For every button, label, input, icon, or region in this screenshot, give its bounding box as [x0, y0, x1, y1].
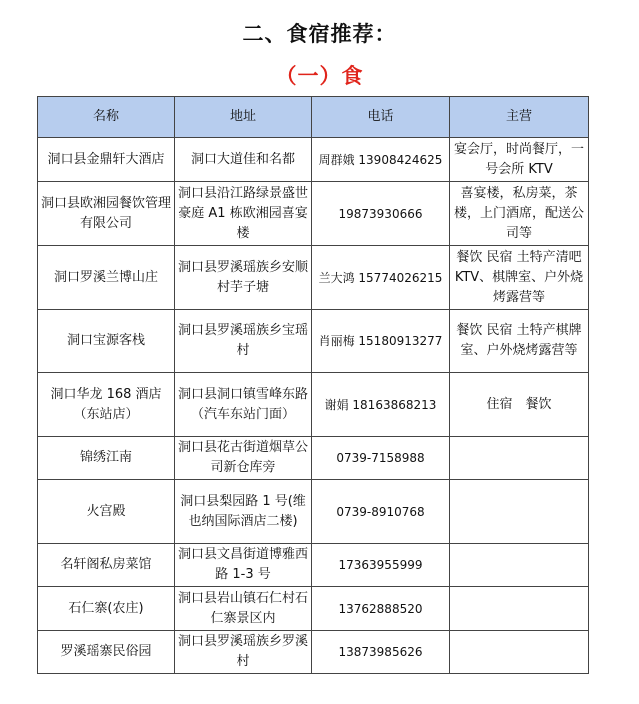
cell-business — [450, 587, 589, 631]
table-row — [38, 138, 589, 182]
cell-phone: 17363955999 — [312, 544, 450, 587]
table-row — [38, 182, 589, 246]
cell-business — [450, 437, 589, 480]
cell-business: 餐饮 民宿 土特产清吧 KTV、棋牌室、户外烧烤露营等 — [450, 246, 589, 310]
table-row — [38, 437, 589, 480]
cell-business — [450, 631, 589, 674]
cell-name: 锦绣江南 — [38, 437, 175, 480]
cell-address: 洞口县罗溪瑶族乡罗溪村 — [175, 631, 312, 674]
cell-address: 洞口大道佳和名都 — [175, 138, 312, 182]
cell-phone: 13762888520 — [312, 587, 450, 631]
cell-name: 洞口宝源客栈 — [38, 310, 175, 373]
cell-business: 餐饮 民宿 土特产棋牌室、户外烧烤露营等 — [450, 310, 589, 373]
cell-phone: 0739-8910768 — [312, 480, 450, 544]
table-row — [38, 631, 589, 674]
cell-phone: 肖丽梅 15180913277 — [312, 310, 450, 373]
cell-address: 洞口县罗溪瑶族乡宝瑶村 — [175, 310, 312, 373]
header-phone: 电话 — [312, 97, 450, 138]
cell-phone: 19873930666 — [312, 182, 450, 246]
table-row — [38, 544, 589, 587]
cell-phone: 谢娟 18163868213 — [312, 373, 450, 437]
section-heading: 二、食宿推荐： — [242, 22, 397, 46]
table-row — [38, 480, 589, 544]
table-row — [38, 587, 589, 631]
restaurant-table — [37, 96, 589, 674]
cell-name: 洞口罗溪兰博山庄 — [38, 246, 175, 310]
table-row — [38, 310, 589, 373]
cell-address: 洞口县洞口镇雪峰东路（汽车东站门面） — [175, 373, 312, 437]
cell-name: 石仁寨(农庄) — [38, 587, 175, 631]
cell-address: 洞口县沿江路绿景盛世豪庭 A1 栋欧湘园喜宴楼 — [175, 182, 312, 246]
cell-phone: 0739-7158988 — [312, 437, 450, 480]
cell-business — [450, 544, 589, 587]
cell-name: 火宫殿 — [38, 480, 175, 544]
cell-business: 宴会厅，时尚餐厅，一号会所 KTV — [450, 138, 589, 182]
cell-phone: 兰大鸿 15774026215 — [312, 246, 450, 310]
cell-business: 喜宴楼，私房菜，茶楼，上门酒席，配送公司等 — [450, 182, 589, 246]
cell-address: 洞口县文昌街道博雅西路 1-3 号 — [175, 544, 312, 587]
cell-name: 洞口县欧湘园餐饮管理有限公司 — [38, 182, 175, 246]
cell-phone: 周群娥 13908424625 — [312, 138, 450, 182]
cell-address: 洞口县罗溪瑶族乡安顺村芋子塘 — [175, 246, 312, 310]
cell-name: 罗溪瑶寨民俗园 — [38, 631, 175, 674]
table-row — [38, 373, 589, 437]
cell-business — [450, 480, 589, 544]
cell-name: 洞口华龙 168 酒店（东站店） — [38, 373, 175, 437]
cell-address: 洞口县花古街道烟草公司新仓库旁 — [175, 437, 312, 480]
cell-address: 洞口县梨园路 1 号(维也纳国际酒店二楼) — [175, 480, 312, 544]
cell-name: 名轩阁私房菜馆 — [38, 544, 175, 587]
header-address: 地址 — [175, 97, 312, 138]
table-header-row — [38, 97, 589, 138]
cell-name: 洞口县金鼎轩大酒店 — [38, 138, 175, 182]
subsection-heading: （一）食 — [275, 64, 364, 88]
header-name: 名称 — [38, 97, 175, 138]
cell-business: 住宿 餐饮 — [450, 373, 589, 437]
cell-phone: 13873985626 — [312, 631, 450, 674]
table-row — [38, 246, 589, 310]
cell-address: 洞口县岩山镇石仁村石仁寨景区内 — [175, 587, 312, 631]
header-business: 主营 — [450, 97, 589, 138]
